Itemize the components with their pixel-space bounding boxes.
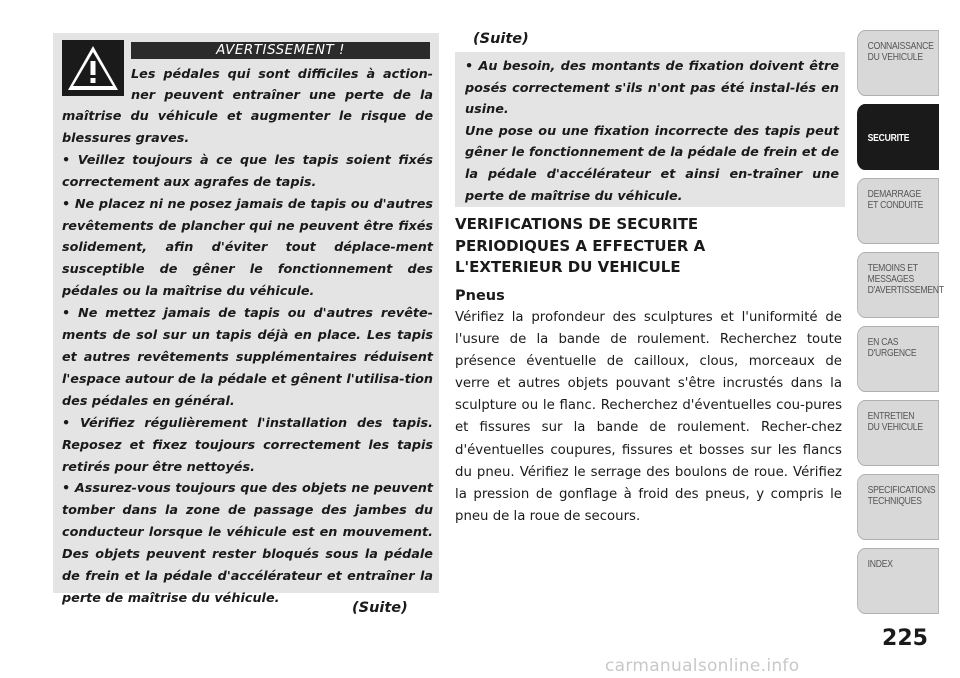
subsection-title: Pneus	[455, 288, 505, 304]
tab-temoins-et-messages[interactable]: TEMOINS ET MESSAGES D'AVERTISSEMENT	[857, 252, 939, 318]
warning-triangle-icon	[62, 40, 124, 96]
section-title-line: L'EXTERIEUR DU VEHICULE	[455, 258, 681, 276]
tab-specifications-techniques[interactable]: SPECIFICATIONS TECHNIQUES	[857, 474, 939, 540]
warning-bullet: • Ne placez ni ne posez jamais de tapis ou d'autres revêtements de plancher qui ne peuvent être fixés solidement, afin d'éviter tout déplace-ment susceptible de gêner le fonctionnement des pédales ou la maîtrise du véhicule.	[62, 196, 433, 300]
suite-label-left: (Suite)	[352, 600, 408, 616]
section-title-line: PERIODIQUES A EFFECTUER A	[455, 236, 706, 255]
warning-banner: AVERTISSEMENT !	[131, 42, 430, 59]
section-title	[455, 214, 845, 279]
continuation-text	[465, 56, 839, 207]
warning-bullet: • Ne mettez jamais de tapis ou d'autres revête-ments de sol sur un tapis déjà en place. Les tapis et autres revêtements supplémentaires réduisent l'espace autour de la pédale et gênent l'utilisa-tion des pédales en général.	[62, 306, 433, 409]
tab-index[interactable]: INDEX	[857, 548, 939, 614]
warning-body	[62, 106, 433, 610]
section-title-line: VERIFICATIONS DE SECURITE	[455, 215, 699, 233]
tab-connaissance-du-vehicule[interactable]: CONNAISSANCE DU VEHICULE	[857, 30, 939, 96]
watermark: carmanualsonline.info	[605, 656, 800, 676]
warning-body-text: maîtrise du véhicule et augmenter le risque de blessures graves.	[62, 109, 433, 146]
section-body-text: Vérifiez la profondeur des sculptures et l'uniformité de l'usure de la bande de roulement. Recherchez toute présence éventuelle de cailloux, clous, morceaux de verre et autres objets pouvant s'être incrustés dans la sculpture ou le flanc. Recherchez d'éventuelles cou-pures et fissures sur la bande de roulement. Recher-chez d'éventuelles coupures, fissures et bosses sur les flancs du pneu. Vérifiez le serrage des boulons de roue. Vérifiez la pression de gonflage à froid des pneus, y compris le pneu de la roue de secours.	[455, 310, 842, 524]
suite-label-right: (Suite)	[473, 31, 529, 47]
page-number: 225	[882, 626, 928, 651]
warning-bullet: • Vérifiez régulièrement l'installation des tapis. Reposez et fixez toujours correctement les tapis retirés pour être nettoyés.	[62, 415, 433, 475]
tab-entretien-du-vehicule[interactable]: ENTRETIEN DU VEHICULE	[857, 400, 939, 466]
warning-bullet: • Assurez-vous toujours que des objets ne peuvent tomber dans la zone de passage des jambes du conducteur lorsque le véhicule est en mouvement. Des objets peuvent rester bloqués sous la pédale de frein et la pédale d'accélérateur et entraîner la perte de maîtrise du véhicule.	[62, 481, 433, 606]
continuation-bullet: • Au besoin, des montants de fixation doivent être posés correctement s'ils n'ont pas été instal-lés en usine.	[465, 59, 839, 118]
tab-en-cas-d-urgence[interactable]: EN CAS D'URGENCE	[857, 326, 939, 392]
chapter-tabs	[857, 30, 960, 620]
warning-bullet: • Veillez toujours à ce que les tapis soient fixés correctement aux agrafes de tapis.	[62, 152, 433, 190]
warning-lead-line: ner peuvent entraîner une perte de la	[131, 88, 433, 104]
warning-lead-line: Les pédales qui sont difficiles à action-	[131, 67, 433, 82]
continuation-paragraph: Une pose ou une fixation incorrecte des tapis peut gêner le fonctionnement de la pédale de frein et de la pédale d'accélérateur et ainsi en-traîner une perte de maîtrise du véhicule.	[465, 123, 839, 204]
warning-lead	[131, 64, 433, 107]
tab-demarrage-et-conduite[interactable]: DEMARRAGE ET CONDUITE	[857, 178, 939, 244]
tab-securite[interactable]: SECURITE	[857, 104, 939, 170]
